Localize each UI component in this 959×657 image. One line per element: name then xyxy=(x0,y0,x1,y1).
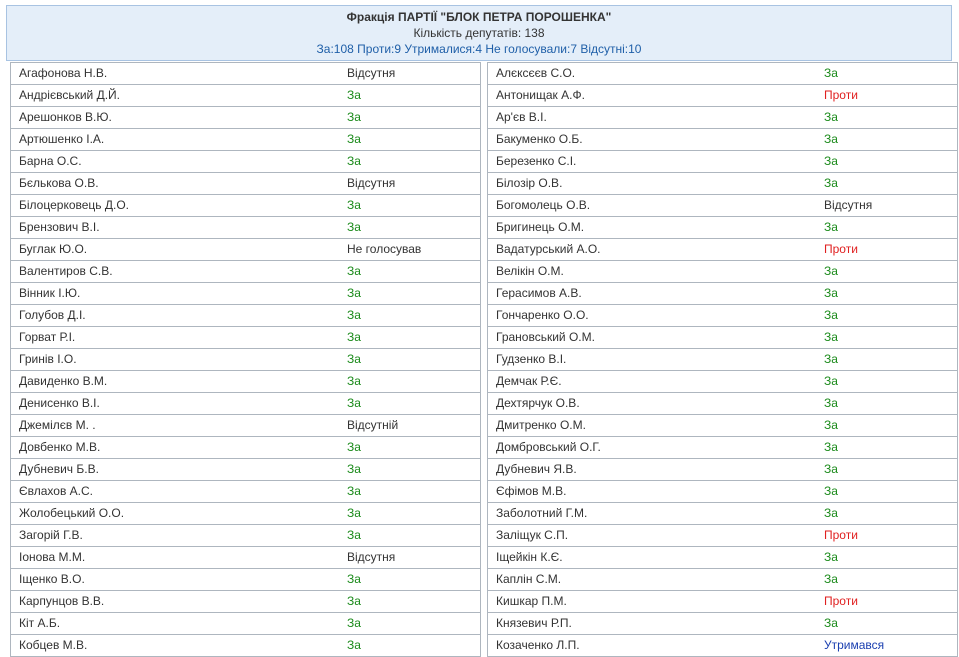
deputy-row xyxy=(10,525,481,547)
deputy-name: Загорій Г.В. xyxy=(19,528,83,542)
deputy-name: Вінник І.Ю. xyxy=(19,286,81,300)
deputy-vote: За xyxy=(824,264,838,278)
deputy-name: Гудзенко В.І. xyxy=(496,352,567,366)
deputy-name: Брензович В.І. xyxy=(19,220,100,234)
deputy-name: Іщенко В.О. xyxy=(19,572,85,586)
deputy-row xyxy=(10,85,481,107)
deputy-row xyxy=(10,437,481,459)
deputy-row xyxy=(487,569,958,591)
deputy-name: Березенко С.І. xyxy=(496,154,577,168)
deputy-name: Князевич Р.П. xyxy=(496,616,572,630)
deputy-name: Дмитренко О.М. xyxy=(496,418,586,432)
deputy-row xyxy=(10,107,481,129)
deputy-name: Ар'єв В.І. xyxy=(496,110,547,124)
deputy-row xyxy=(10,591,481,613)
deputy-vote: Відсутній xyxy=(347,418,399,432)
deputy-vote: За xyxy=(347,154,361,168)
deputy-row xyxy=(487,261,958,283)
deputy-vote: За xyxy=(824,176,838,190)
deputy-vote: За xyxy=(347,308,361,322)
deputies-count: Кількість депутатів: 138 xyxy=(413,26,545,40)
deputy-name: Богомолець О.В. xyxy=(496,198,591,212)
deputy-vote: За xyxy=(824,572,838,586)
deputy-row xyxy=(487,525,958,547)
deputy-name: Грановський О.М. xyxy=(496,330,595,344)
deputy-vote: За xyxy=(824,550,838,564)
deputy-name: Євлахов А.С. xyxy=(19,484,93,498)
left-column xyxy=(10,62,481,657)
deputy-row xyxy=(487,283,958,305)
deputy-row xyxy=(10,305,481,327)
deputy-name: Арешонков В.Ю. xyxy=(19,110,112,124)
deputy-vote: За xyxy=(347,572,361,586)
deputy-name: Агафонова Н.В. xyxy=(19,66,108,80)
deputy-row xyxy=(487,217,958,239)
deputy-row xyxy=(487,393,958,415)
deputy-name: Бакуменко О.Б. xyxy=(496,132,583,146)
deputy-name: Довбенко М.В. xyxy=(19,440,101,454)
deputy-name: Антонищак А.Ф. xyxy=(496,88,585,102)
deputy-row xyxy=(10,283,481,305)
deputy-vote: За xyxy=(347,110,361,124)
deputy-vote: Проти xyxy=(824,88,858,102)
deputy-row xyxy=(10,503,481,525)
deputy-vote: Відсутня xyxy=(824,198,873,212)
deputy-row xyxy=(487,371,958,393)
deputy-vote: За xyxy=(347,330,361,344)
deputy-vote: За xyxy=(347,616,361,630)
deputy-row xyxy=(10,173,481,195)
deputy-row xyxy=(10,129,481,151)
deputy-name: Домбровський О.Г. xyxy=(496,440,601,454)
deputy-vote: Проти xyxy=(824,242,858,256)
deputy-vote: Проти xyxy=(824,528,858,542)
deputy-vote: За xyxy=(347,264,361,278)
deputy-vote: За xyxy=(824,220,838,234)
deputy-row xyxy=(487,481,958,503)
deputy-row xyxy=(487,503,958,525)
deputy-name: Білозір О.В. xyxy=(496,176,563,190)
deputy-vote: За xyxy=(347,440,361,454)
deputy-row xyxy=(10,569,481,591)
deputy-vote: За xyxy=(824,330,838,344)
deputy-row xyxy=(10,393,481,415)
deputy-row xyxy=(10,635,481,657)
deputy-row xyxy=(487,129,958,151)
deputy-name: Дубневич Б.В. xyxy=(19,462,99,476)
vote-summary: За:108 Проти:9 Утрималися:4 Не голосували:7 Відсутні:10 xyxy=(316,42,642,56)
deputy-vote: За xyxy=(824,66,838,80)
deputy-vote: За xyxy=(824,154,838,168)
deputy-vote: Утримався xyxy=(824,638,885,652)
deputy-row xyxy=(487,349,958,371)
deputy-row xyxy=(10,547,481,569)
deputy-vote: За xyxy=(347,484,361,498)
deputy-name: Кобцев М.В. xyxy=(19,638,88,652)
deputy-name: Бригинець О.М. xyxy=(496,220,585,234)
deputy-row xyxy=(10,327,481,349)
deputy-row xyxy=(487,62,958,85)
deputy-vote: За xyxy=(824,440,838,454)
deputy-row xyxy=(487,107,958,129)
deputy-vote: За xyxy=(824,418,838,432)
deputy-row xyxy=(10,371,481,393)
deputy-vote: За xyxy=(824,374,838,388)
deputy-name: Буглак Ю.О. xyxy=(19,242,88,256)
deputy-vote: За xyxy=(824,484,838,498)
deputy-row xyxy=(10,151,481,173)
deputy-name: Каплін С.М. xyxy=(496,572,562,586)
deputy-row xyxy=(10,62,481,85)
deputy-vote: Проти xyxy=(824,594,858,608)
deputy-vote: За xyxy=(824,352,838,366)
deputy-vote: За xyxy=(347,462,361,476)
deputy-vote: За xyxy=(824,462,838,476)
deputy-vote: За xyxy=(824,506,838,520)
deputy-row xyxy=(10,459,481,481)
deputy-vote: За xyxy=(824,308,838,322)
deputy-vote: Відсутня xyxy=(347,176,396,190)
deputy-name: Вадатурський А.О. xyxy=(496,242,601,256)
deputy-name: Давиденко В.М. xyxy=(19,374,108,388)
deputy-vote: За xyxy=(347,352,361,366)
deputy-row xyxy=(487,459,958,481)
deputy-vote: За xyxy=(824,132,838,146)
deputy-vote: За xyxy=(824,110,838,124)
deputy-name: Артюшенко І.А. xyxy=(19,132,105,146)
deputy-vote: Не голосував xyxy=(347,242,422,256)
deputy-row xyxy=(487,591,958,613)
deputy-name: Горват Р.І. xyxy=(19,330,76,344)
deputy-name: Кіт А.Б. xyxy=(19,616,61,630)
deputy-name: Валентиров С.В. xyxy=(19,264,113,278)
deputy-vote: За xyxy=(824,396,838,410)
deputy-vote: За xyxy=(824,286,838,300)
faction-title: Фракція ПАРТІЇ "БЛОК ПЕТРА ПОРОШЕНКА" xyxy=(346,10,612,24)
deputy-name: Заліщук С.П. xyxy=(496,528,569,542)
deputy-row xyxy=(487,547,958,569)
deputy-name: Гринів І.О. xyxy=(19,352,77,366)
deputy-row xyxy=(487,415,958,437)
deputy-vote: Відсутня xyxy=(347,550,396,564)
right-column xyxy=(487,62,958,657)
deputy-vote: За xyxy=(347,374,361,388)
deputy-vote: За xyxy=(347,396,361,410)
deputy-row xyxy=(10,195,481,217)
deputy-row xyxy=(487,195,958,217)
deputy-name: Денисенко В.І. xyxy=(19,396,100,410)
deputy-name: Єфімов М.В. xyxy=(496,484,567,498)
deputy-name: Кишкар П.М. xyxy=(496,594,567,608)
deputy-vote: За xyxy=(347,132,361,146)
deputy-name: Демчак Р.Є. xyxy=(496,374,562,388)
deputy-vote: За xyxy=(347,220,361,234)
deputy-name: Велікін О.М. xyxy=(496,264,564,278)
deputy-row xyxy=(487,437,958,459)
faction-header xyxy=(6,5,952,61)
deputy-row xyxy=(10,239,481,261)
deputy-name: Алєксєєв С.О. xyxy=(496,66,576,80)
deputy-vote: За xyxy=(824,616,838,630)
deputy-name: Карпунцов В.В. xyxy=(19,594,105,608)
deputy-name: Герасимов А.В. xyxy=(496,286,582,300)
deputy-name: Бєлькова О.В. xyxy=(19,176,99,190)
deputy-vote: За xyxy=(347,198,361,212)
deputy-vote: Відсутня xyxy=(347,66,396,80)
deputy-name: Барна О.С. xyxy=(19,154,82,168)
deputy-vote: За xyxy=(347,88,361,102)
deputy-row xyxy=(487,173,958,195)
deputy-row xyxy=(10,415,481,437)
deputy-name: Дехтярчук О.В. xyxy=(496,396,580,410)
deputy-row xyxy=(10,481,481,503)
deputy-vote: За xyxy=(347,528,361,542)
deputy-name: Гончаренко О.О. xyxy=(496,308,589,322)
deputy-name: Білоцерковець Д.О. xyxy=(19,198,129,212)
deputy-name: Андрієвський Д.Й. xyxy=(19,88,120,102)
deputy-name: Іщейкін К.Є. xyxy=(496,550,563,564)
deputy-row xyxy=(487,613,958,635)
deputy-row xyxy=(10,613,481,635)
deputy-row xyxy=(487,305,958,327)
deputy-name: Заболотний Г.М. xyxy=(496,506,588,520)
deputy-row xyxy=(487,327,958,349)
deputy-name: Жолобецький О.О. xyxy=(19,506,125,520)
deputy-vote: За xyxy=(347,638,361,652)
deputy-row xyxy=(10,349,481,371)
deputy-vote: За xyxy=(347,506,361,520)
deputy-row xyxy=(487,239,958,261)
deputy-name: Джемілєв М. . xyxy=(19,418,96,432)
deputy-name: Голубов Д.І. xyxy=(19,308,86,322)
deputy-row xyxy=(487,635,958,657)
deputy-name: Козаченко Л.П. xyxy=(496,638,580,652)
deputy-vote: За xyxy=(347,594,361,608)
deputy-name: Дубневич Я.В. xyxy=(496,462,577,476)
deputy-name: Іонова М.М. xyxy=(19,550,86,564)
deputy-row xyxy=(10,217,481,239)
deputy-vote: За xyxy=(347,286,361,300)
deputy-row xyxy=(10,261,481,283)
deputy-row xyxy=(487,85,958,107)
deputy-row xyxy=(487,151,958,173)
